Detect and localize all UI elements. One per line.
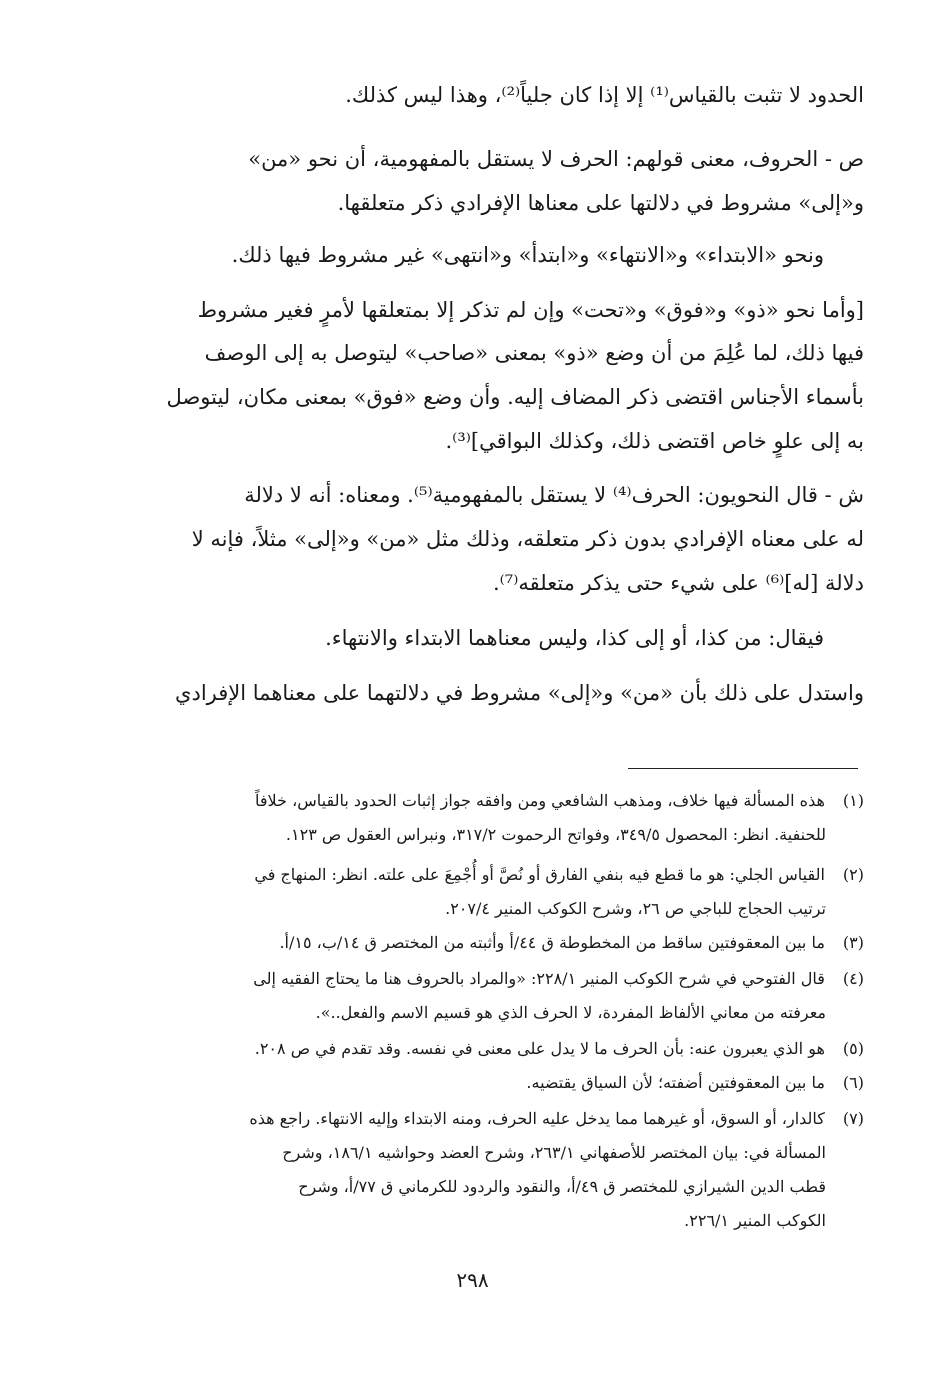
body-line: و«إلى» مشروط في دلالتها على معناها الإفرادي ذكر متعلقها. — [337, 191, 864, 215]
footnote-line — [80, 930, 864, 956]
body-line: دلالة [له]⁽⁶⁾ على شيء حتى يذكر متعلقه⁽⁷⁾. — [492, 571, 864, 595]
footnote-text: قال الفتوحي في شرح الكوكب المنير ٢٢٨/١: «والمراد بالحروف هنا ما يحتاج الفقيه إلى — [253, 969, 825, 988]
body-line: بأسماء الأجناس اقتضى ذكر المضاف إليه. وأن وضع «فوق» بمعنى مكان، ليتوصل — [166, 385, 864, 409]
footnote-text: ترتيب الحجاج للباجي ص ٢٦، وشرح الكوكب المنير ٢٠٧/٤. — [445, 899, 826, 918]
footnote-line — [80, 1070, 864, 1096]
footnote-line — [80, 1208, 864, 1234]
footnote-text: للحنفية. انظر: المحصول ٣٤٩/٥، وفواتح الرحموت ٣١٧/٢، ونبراس العقول ص ١٢٣. — [285, 825, 826, 844]
footnote-text: القياس الجلي: هو ما قطع فيه بنفي الفارق أو نُصَّ أو أُجْمِعَ على علته. انظر: المنهاج في — [254, 865, 825, 884]
footnote-text: ما بين المعقوفتين أضفته؛ لأن السياق يقتضيه. — [526, 1073, 825, 1092]
footnote-line — [80, 896, 864, 922]
footnote-number: (١) — [842, 791, 864, 810]
footnote-number: (٧) — [842, 1109, 864, 1128]
footnote-number: (٦) — [842, 1073, 864, 1092]
body-line: واستدل على ذلك بأن «من» و«إلى» مشروط في دلالتهما على معناهما الإفرادي — [175, 681, 864, 705]
footnote-line — [80, 1036, 864, 1062]
footnote-line — [80, 788, 864, 814]
body-line: فيها ذلك، لما عُلِمَ من أن وضع «ذو» بمعنى «صاحب» ليتوصل به إلى الوصف — [204, 341, 864, 365]
footnote-number: (٤) — [842, 969, 864, 988]
body-line: به إلى علوٍ خاص اقتضى ذلك، وكذلك البواقي]⁽³⁾. — [445, 429, 864, 453]
body-line: له على معناه الإفرادي بدون ذكر متعلقه، وذلك مثل «من» و«إلى» مثلاً، فإنه لا — [191, 527, 864, 551]
footnote-number: (٢) — [842, 865, 864, 884]
body-line: ص - الحروف، معنى قولهم: الحرف لا يستقل بالمفهومية، أن نحو «من» — [248, 147, 864, 171]
footnote-line — [80, 862, 864, 888]
footnote-line — [80, 1106, 864, 1132]
footnote-text: ما بين المعقوفتين ساقط من المخطوطة ق ٤٤/أ وأثبته من المختصر ق ١٤/ب، ١٥/أ. — [279, 933, 825, 952]
body-line: [وأما نحو «ذو» و«فوق» و«تحت» وإن لم تذكر إلا بمتعلقها لأمرٍ فغير مشروط — [197, 298, 864, 322]
footnote-line — [80, 966, 864, 992]
footnote-text: معرفته من معاني الألفاظ المفردة، لا الحرف الذي هو قسيم الاسم والفعل..». — [315, 1003, 826, 1022]
footnote-line — [80, 1174, 864, 1200]
body-line: فيقال: من كذا، أو إلى كذا، وليس معناهما الابتداء والانتهاء. — [325, 626, 824, 650]
footnote-text: المسألة في: بيان المختصر للأصفهاني ٢٦٣/١، وشرح العضد وحواشيه ١٨٦/١، وشرح — [282, 1143, 826, 1162]
footnote-number: (٣) — [842, 933, 864, 952]
footnote-line — [80, 822, 864, 848]
footnote-line — [80, 1000, 864, 1026]
body-line: الحدود لا تثبت بالقياس⁽¹⁾ إلا إذا كان جلياً⁽²⁾، وهذا ليس كذلك. — [345, 83, 864, 107]
footnote-text: كالدار، أو السوق، أو غيرهما مما يدخل عليه الحرف، ومنه الابتداء وإليه الانتهاء. راجع هذه — [249, 1109, 825, 1128]
footnote-text: الكوكب المنير ٢٢٦/١. — [684, 1211, 826, 1230]
footnote-text: قطب الدين الشيرازي للمختصر ق ٤٩/أ، والنقود والردود للكرماني ق ٧٧/أ، وشرح — [298, 1177, 826, 1196]
body-line: ونحو «الابتداء» و«الانتهاء» و«ابتدأ» و«انتهى» غير مشروط فيها ذلك. — [231, 243, 824, 267]
page-number: ٢٩٨ — [456, 1268, 489, 1292]
body-line: ش - قال النحويون: الحرف⁽⁴⁾ لا يستقل بالمفهومية⁽⁵⁾. ومعناه: أنه لا دلالة — [244, 483, 864, 507]
footnote-text: هو الذي يعبرون عنه: بأن الحرف ما لا يدل على معنى في نفسه. وقد تقدم في ص ٢٠٨. — [254, 1039, 825, 1058]
footnote-divider — [628, 768, 858, 769]
footnote-number: (٥) — [842, 1039, 864, 1058]
footnote-line — [80, 1140, 864, 1166]
footnote-text: هذه المسألة فيها خلاف، ومذهب الشافعي ومن وافقه جواز إثبات الحدود بالقياس، خلافاً — [255, 791, 825, 810]
